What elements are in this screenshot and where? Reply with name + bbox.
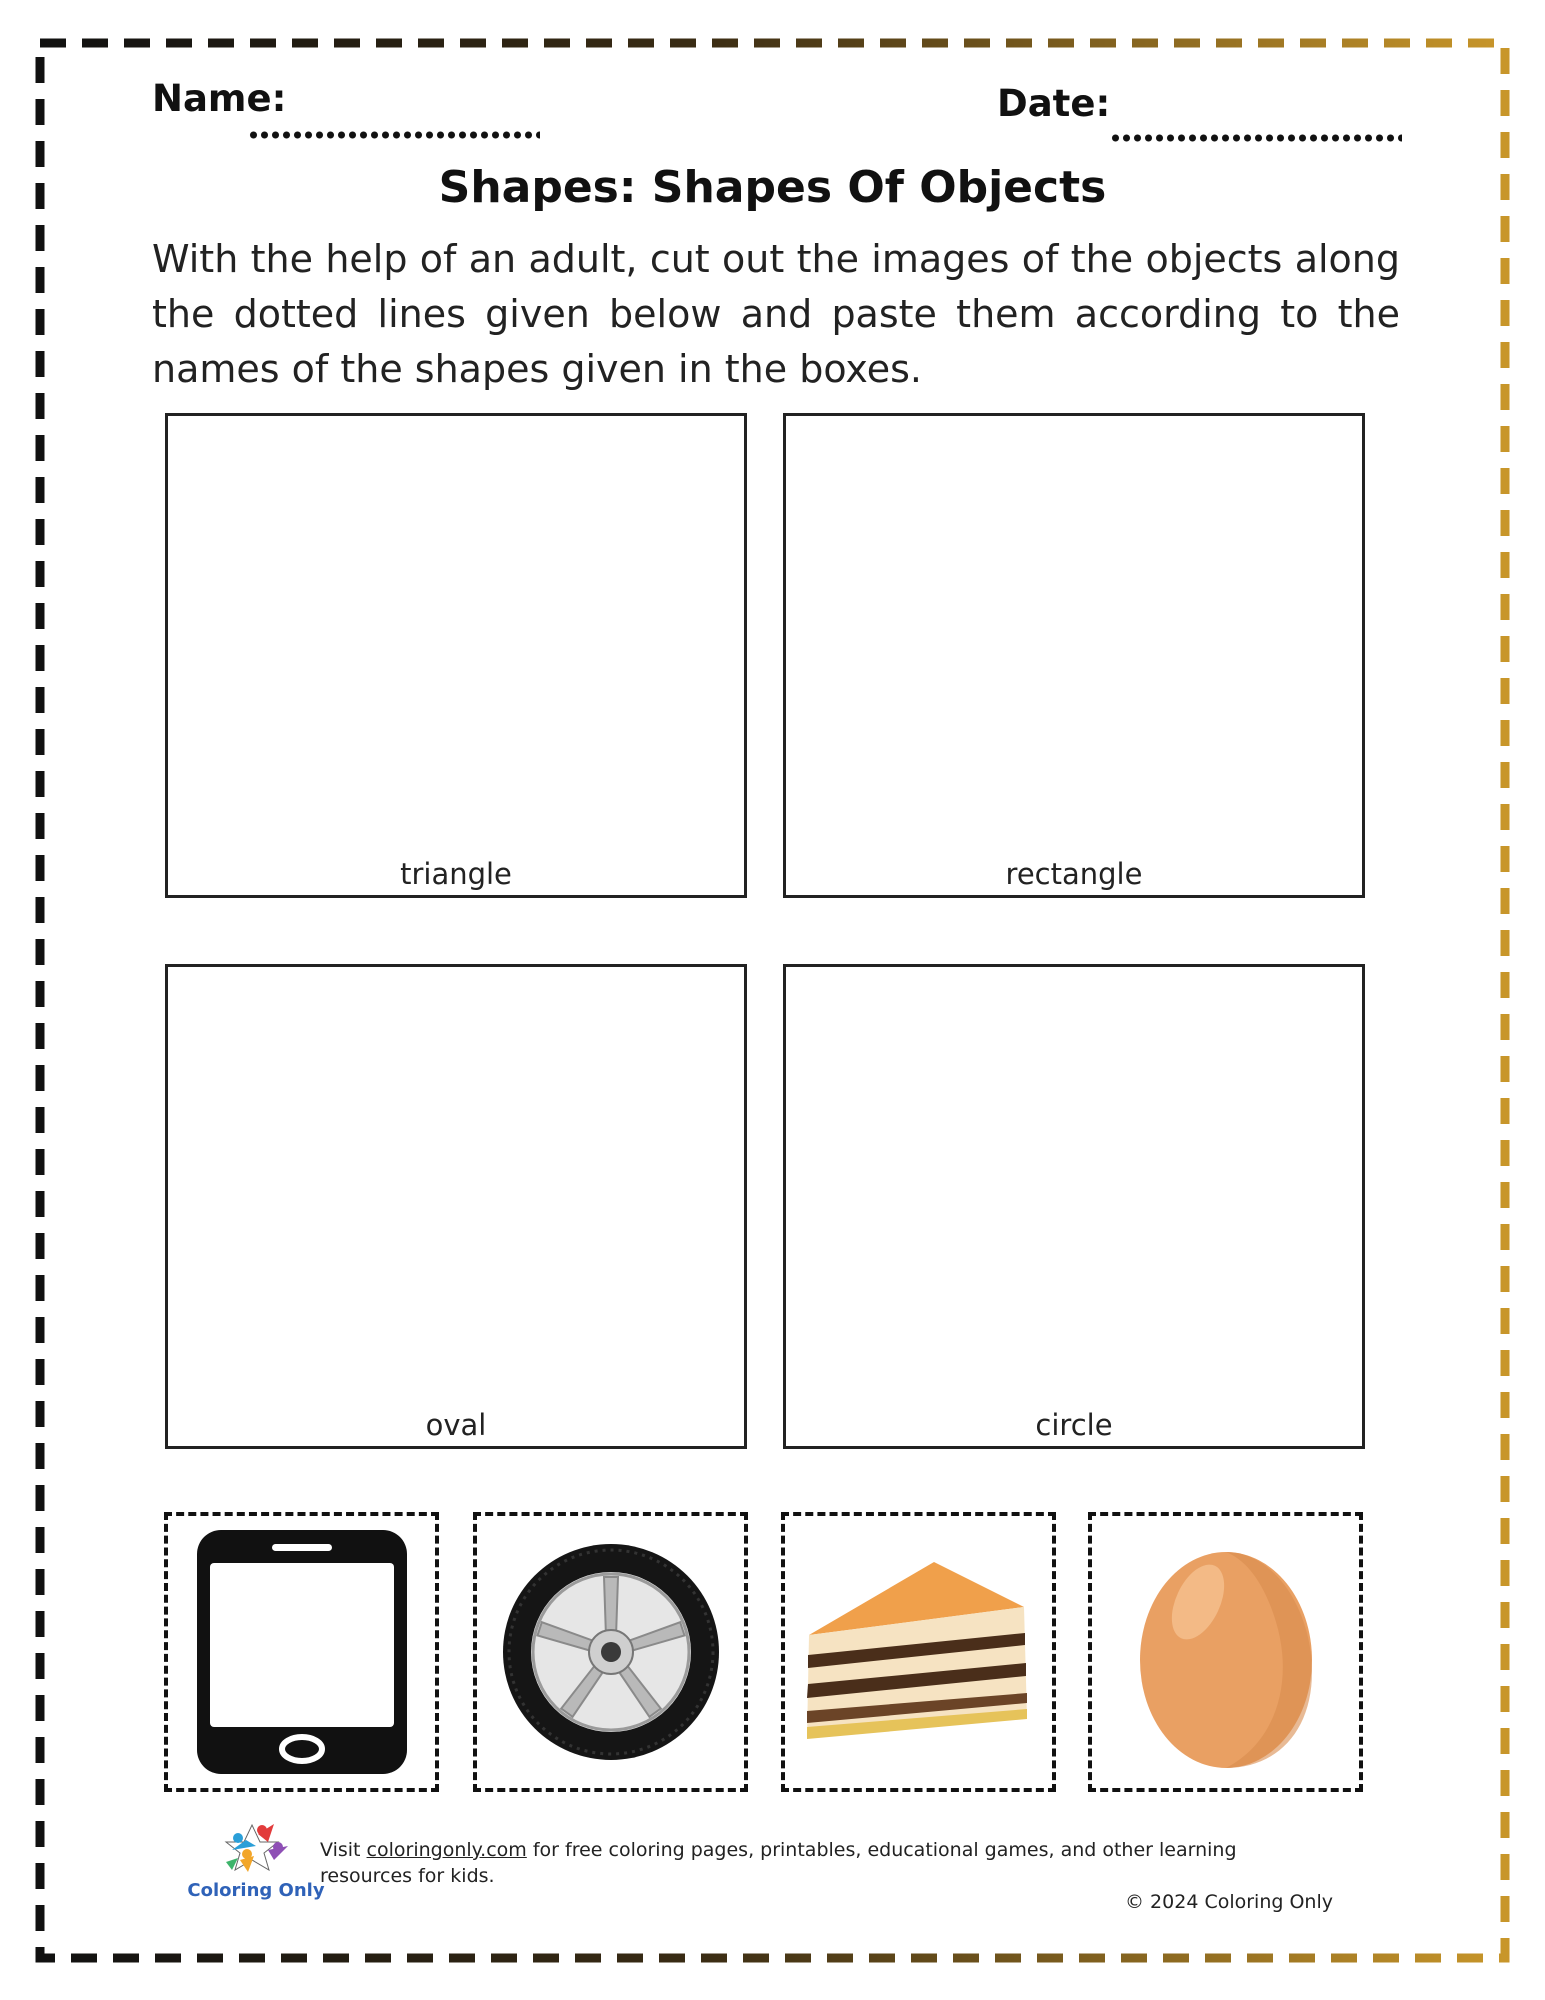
shape-label-rectangle: rectangle [1005, 857, 1143, 891]
instructions-text: With the help of an adult, cut out the images of the objects along the dotted lines given below and paste them according to the names of the shapes given in the boxes. [152, 237, 1400, 391]
cutout-cake-slice[interactable] [781, 1512, 1056, 1792]
footer-link[interactable]: coloringonly.com [366, 1839, 527, 1861]
cutout-wheel[interactable] [473, 1512, 748, 1792]
coloring-only-logo-icon [212, 1820, 302, 1880]
cutout-smartphone[interactable] [164, 1512, 439, 1792]
egg-icon [1136, 1532, 1316, 1772]
paste-box-circle[interactable] [783, 964, 1365, 1449]
date-label: Date: [997, 82, 1111, 125]
cutout-egg[interactable] [1088, 1512, 1363, 1792]
smartphone-icon [192, 1527, 412, 1777]
wheel-icon [496, 1537, 726, 1767]
footer-visit-prefix: Visit [320, 1839, 367, 1861]
name-field-line[interactable] [248, 131, 540, 139]
logo-text: Coloring Only [187, 1880, 325, 1901]
paste-box-rectangle[interactable] [783, 413, 1365, 898]
date-field-line[interactable] [1110, 134, 1402, 142]
name-label: Name: [152, 77, 287, 120]
footer-copyright: © 2024 Coloring Only [1125, 1891, 1333, 1913]
cake-slice-icon [799, 1547, 1039, 1757]
shape-label-triangle: triangle [400, 857, 512, 891]
page-title: Shapes: Shapes Of Objects [438, 162, 1107, 213]
paste-box-triangle[interactable] [165, 413, 747, 898]
shape-label-circle: circle [1035, 1408, 1113, 1442]
footer-text [320, 1837, 1333, 1915]
footer-visit-suffix: for free coloring pages, printables, educational games, and other learning resources for kids. [320, 1839, 1237, 1887]
paste-box-oval[interactable] [165, 964, 747, 1449]
shape-label-oval: oval [425, 1408, 487, 1442]
